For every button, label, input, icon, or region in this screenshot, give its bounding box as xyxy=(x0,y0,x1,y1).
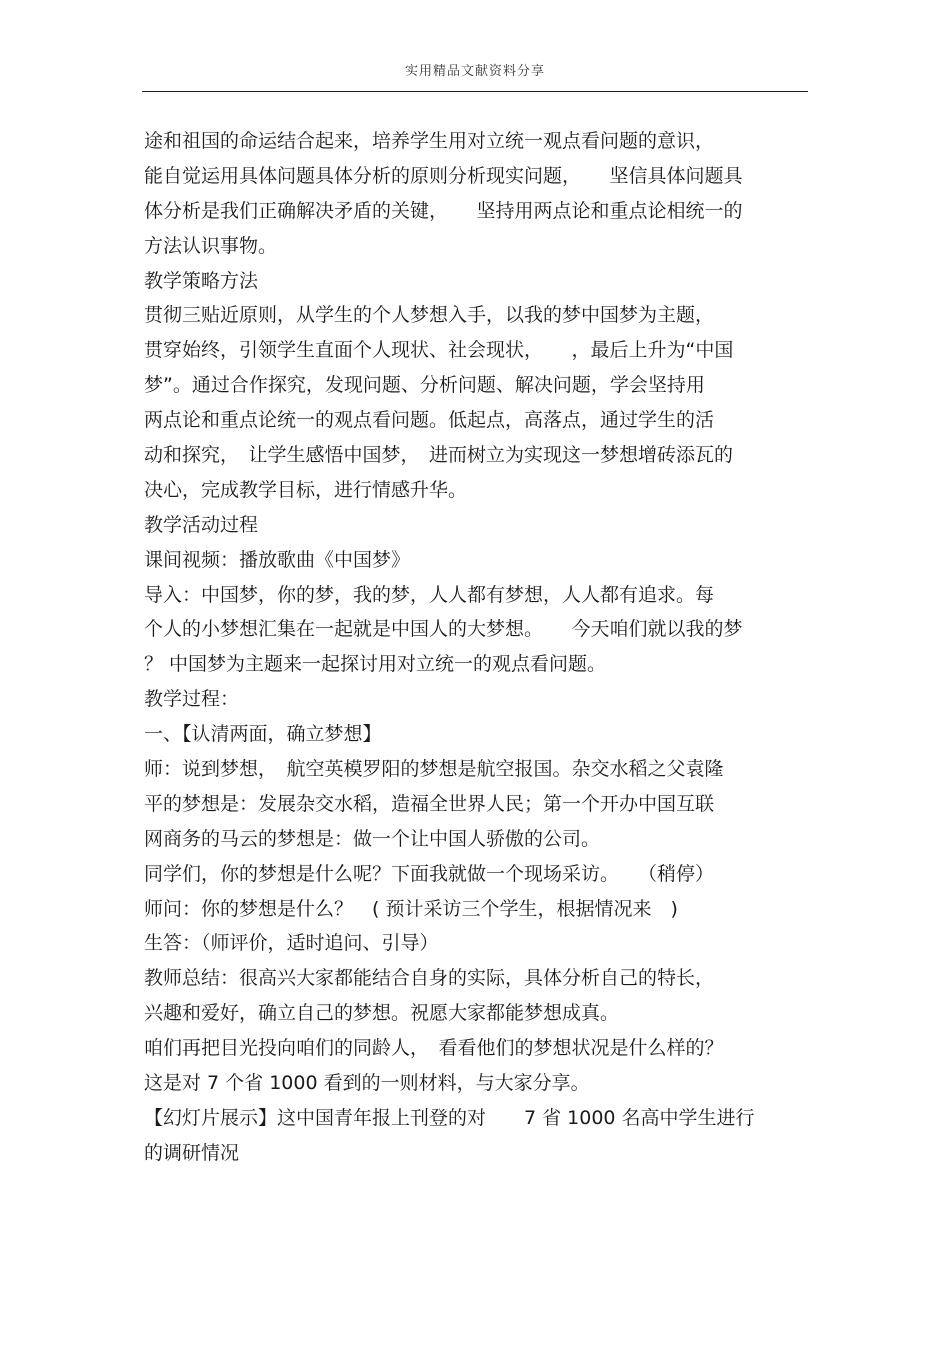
text-line: 动和探究， 让学生感悟中国梦， 进而树立为实现这一梦想增砖添瓦的 xyxy=(144,444,734,467)
text-line: 同学们，你的梦想是什么呢？下面我就做一个现场采访。 （稍停） xyxy=(144,862,715,885)
text-line: 梦”。通过合作探究，发现问题、分析问题、解决问题，学会坚持用 xyxy=(144,374,705,397)
text-line: 个人的小梦想汇集在一起就是中国人的大梦想。 今天咱们就以我的梦 xyxy=(144,618,743,641)
text-line: 两点论和重点论统一的观点看问题。低起点，高落点，通过学生的活 xyxy=(144,409,715,432)
text-line: 课间视频：播放歌曲《中国梦》 xyxy=(144,548,411,571)
text-line: 能自觉运用具体问题具体分析的原则分析现实问题， 坚信具体问题具 xyxy=(144,164,743,187)
text-line: 网商务的马云的梦想是：做一个让中国人骄傲的公司。 xyxy=(144,827,601,850)
document-body xyxy=(144,124,804,1171)
text-line: 方法认识事物。 xyxy=(144,234,278,257)
text-line: ？ 中国梦为主题来一起探讨用对立统一的观点看问题。 xyxy=(144,653,607,676)
text-line: 生答：（师评价，适时追问、引导） xyxy=(144,932,439,955)
text-line: 师问：你的梦想是什么？ ( 预计采访三个学生，根据情况来 ) xyxy=(144,897,678,920)
text-line: 体分析是我们正确解决矛盾的关键， 坚持用两点论和重点论相统一的 xyxy=(144,199,743,222)
text-line: 平的梦想是：发展杂交水稻，造福全世界人民；第一个开办中国互联 xyxy=(144,792,715,815)
text-line: 兴趣和爱好，确立自己的梦想。祝愿大家都能梦想成真。 xyxy=(144,1002,620,1025)
text-line: 贯彻三贴近原则，从学生的个人梦想入手，以我的梦中国梦为主题， xyxy=(144,304,715,327)
text-line: 【幻灯片展示】这中国青年报上刊登的对 7 省 1000 名高中学生进行 xyxy=(144,1106,755,1129)
text-line: 决心，完成教学目标，进行情感升华。 xyxy=(144,478,468,501)
text-line: 师：说到梦想， 航空英模罗阳的梦想是航空报国。杂交水稻之父袁隆 xyxy=(144,758,724,781)
text-line: 途和祖国的命运结合起来，培养学生用对立统一观点看问题的意识， xyxy=(144,130,715,152)
text-line: 导入：中国梦，你的梦，我的梦，人人都有梦想，人人都有追求。每 xyxy=(144,583,715,606)
header-divider xyxy=(142,91,808,92)
text-line: 的调研情况 xyxy=(144,1141,240,1164)
text-line: 贯穿始终，引领学生直面个人现状、社会现状， ，最后上升为“中国 xyxy=(144,339,734,362)
text-line: 教师总结：很高兴大家都能结合自身的实际，具体分析自己的特长， xyxy=(144,967,715,990)
page-header: 实用精品文献资料分享 xyxy=(404,64,545,79)
section-heading: 一、【认清两面，确立梦想】 xyxy=(144,723,382,746)
section-heading: 教学活动过程 xyxy=(144,513,259,536)
text-line: 这是对 7 个省 1000 看到的一则材料，与大家分享。 xyxy=(144,1072,590,1095)
section-heading: 教学策略方法 xyxy=(144,269,259,292)
section-heading: 教学过程： xyxy=(144,688,240,711)
text-line: 咱们再把目光投向咱们的同龄人， 看看他们的梦想状况是什么样的？ xyxy=(144,1037,724,1060)
